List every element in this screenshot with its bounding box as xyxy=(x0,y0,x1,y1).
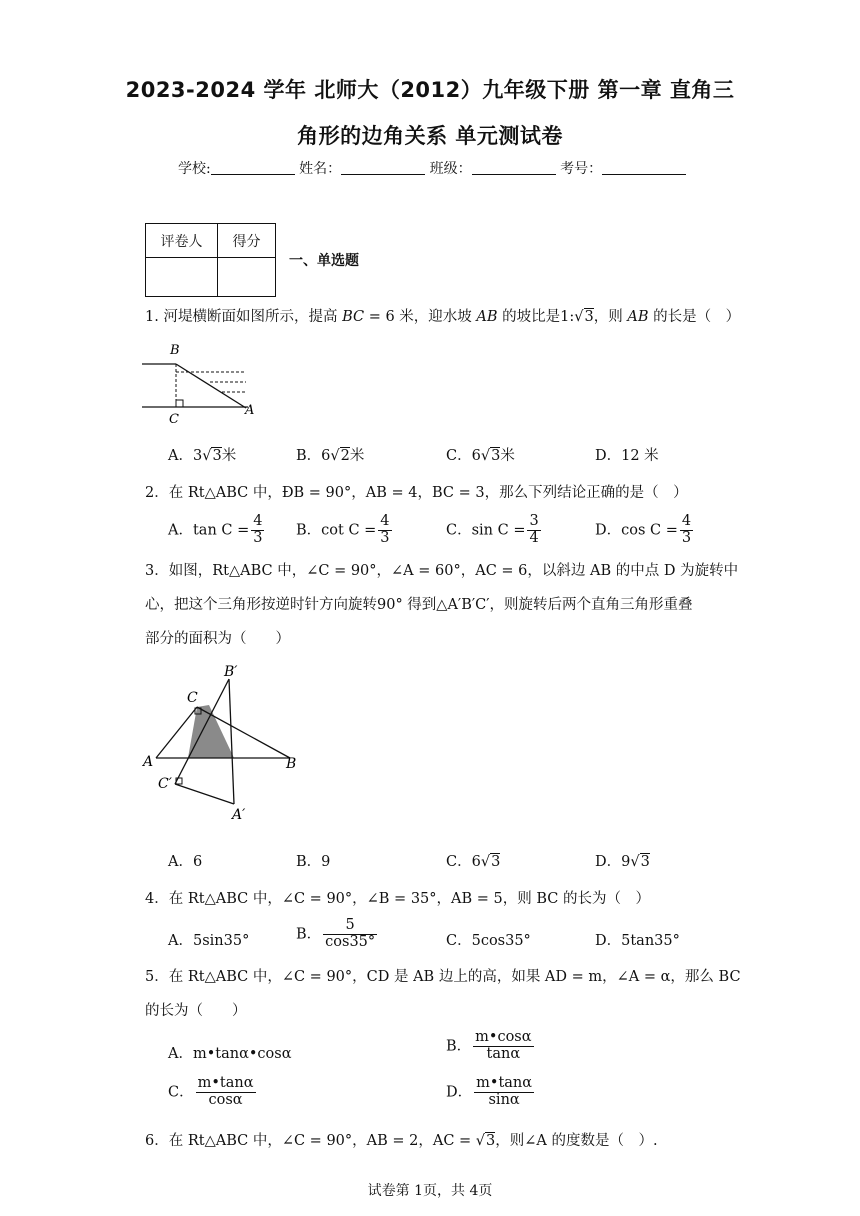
q4-option-c[interactable]: C．5cos35° xyxy=(446,933,531,949)
q1-option-a[interactable]: A．3√3米 xyxy=(168,448,237,464)
frac-den: 3 xyxy=(253,529,263,546)
q3-opt-text: D．9 xyxy=(595,854,631,870)
question-3-line-2: 心，把这个三角形按逆时针方向旋转90° 得到△A′B′C′，则旋转后两个直角三角形重叠 xyxy=(145,597,693,613)
frac-num: m•tanα xyxy=(197,1075,254,1091)
q2-option-b[interactable] xyxy=(296,514,394,547)
q1-text: = 6 米，迎水坡 xyxy=(364,309,477,325)
student-info-row xyxy=(178,158,686,178)
q5-option-a[interactable]: A．m•tanα•cosα xyxy=(168,1046,292,1062)
question-5-line-1: 5．在 Rt△ABC 中，∠C = 90°，CD 是 AB 边上的高，如果 AD = m，∠A = α，那么 BC xyxy=(145,969,741,985)
q3-opt-sqrt: 3 xyxy=(640,854,650,870)
reviewer-header: 评卷人 xyxy=(146,224,218,258)
q3-label-b: B xyxy=(286,756,297,772)
q4-option-a[interactable]: A．5sin35° xyxy=(168,933,250,949)
q1-text: 1. 河堤横断面如图所示，提高 xyxy=(145,309,343,325)
q1-label-b: B xyxy=(170,343,180,358)
question-2: 2．在 Rt△ABC 中，ÐB = 90°，AB = 4，BC = 3，那么下列结论正确的是（ ） xyxy=(145,485,688,501)
q1-var: BC xyxy=(342,309,365,325)
q5-opt-frac xyxy=(473,1030,533,1063)
exam-title-line-1: 2023-2024 学年 北师大（2012）九年级下册 第一章 直角三 xyxy=(125,78,735,102)
frac-den: 3 xyxy=(681,529,692,546)
q1-sqrt: 3 xyxy=(584,309,594,325)
frac-den: tanα xyxy=(486,1045,521,1062)
q1-opt-sqrt: 3 xyxy=(491,448,501,464)
q6-sqrt: 3 xyxy=(486,1133,496,1149)
exam-number-label: 考号： xyxy=(560,161,603,177)
q3-label-a: A xyxy=(143,754,154,770)
q3-option-b[interactable]: B．9 xyxy=(296,854,331,870)
q2-opt-frac xyxy=(527,514,540,547)
class-label: 班级： xyxy=(429,161,472,177)
q1-option-b[interactable]: B．6√2米 xyxy=(296,448,365,464)
question-5-line-2: 的长为（ ） xyxy=(145,1003,247,1019)
q1-label-c: C xyxy=(169,412,179,427)
name-blank xyxy=(341,160,425,175)
school-blank xyxy=(211,160,295,175)
q1-opt-unit: 米 xyxy=(500,448,515,464)
frac-den: cosα xyxy=(208,1091,243,1108)
q2-opt-text: A．tan C = xyxy=(168,522,250,539)
q3-option-d[interactable]: D．9√3 xyxy=(595,854,650,870)
question-1: 1. 河堤横断面如图所示，提高 BC = 6 米，迎水坡 AB 的坡比是1:√3，则 AB 的长是（ ） xyxy=(145,309,741,325)
score-table xyxy=(145,223,276,297)
q2-opt-frac xyxy=(251,514,264,547)
frac-num: 4 xyxy=(380,513,390,529)
q3-rotation-figure xyxy=(140,662,310,827)
q3-opt-text: C．6 xyxy=(446,854,481,870)
q4-opt-text: B． xyxy=(296,926,322,943)
page-footer: 试卷第 1页，共 4页 xyxy=(367,1183,493,1199)
q3-option-a[interactable]: A．6 xyxy=(168,854,203,870)
reviewer-cell xyxy=(146,258,218,297)
frac-num: 3 xyxy=(529,513,539,529)
q1-var: AB xyxy=(476,309,498,325)
frac-den: 4 xyxy=(529,529,539,546)
school-label: 学校: xyxy=(178,161,211,177)
q6-text: ，则∠A 的度数是（ ）. xyxy=(495,1133,658,1149)
q5-option-b[interactable] xyxy=(446,1030,536,1063)
frac-den: sinα xyxy=(488,1091,520,1108)
question-6: 6．在 Rt△ABC 中，∠C = 90°，AB = 2，AC = √3，则∠A 的度数是（ ）. xyxy=(145,1133,658,1149)
frac-den: cos35° xyxy=(325,933,376,950)
question-3-line-3: 部分的面积为（ ） xyxy=(145,631,290,647)
q3-label-c: C xyxy=(187,690,198,706)
q2-option-c[interactable] xyxy=(446,514,543,547)
q4-option-d[interactable]: D．5tan35° xyxy=(595,933,680,949)
q1-text: ，则 xyxy=(593,309,628,325)
q3-opt-sqrt: 3 xyxy=(491,854,501,870)
class-blank xyxy=(472,160,556,175)
q1-option-c[interactable]: C．6√3米 xyxy=(446,448,515,464)
frac-num: m•tanα xyxy=(476,1075,533,1091)
q1-label-a: A xyxy=(245,403,255,418)
q1-embankment-figure xyxy=(140,338,255,428)
q1-var: AB xyxy=(627,309,649,325)
q2-opt-text: D．cos C = xyxy=(595,522,678,539)
frac-num: 4 xyxy=(253,513,263,529)
q5-opt-frac xyxy=(474,1076,534,1109)
q5-opt-frac xyxy=(196,1076,256,1109)
q2-opt-frac xyxy=(680,514,693,547)
q1-option-d[interactable]: D．12 米 xyxy=(595,448,659,464)
q3-label-b-prime: B′ xyxy=(224,664,238,680)
q1-opt-unit: 米 xyxy=(221,448,237,464)
q2-opt-text: C．sin C = xyxy=(446,522,526,539)
frac-num: 4 xyxy=(681,513,692,529)
q1-opt-sqrt: 2 xyxy=(340,448,350,464)
name-label: 姓名： xyxy=(299,161,342,177)
q1-opt-text: A．3 xyxy=(168,448,203,464)
exam-number-blank xyxy=(602,160,686,175)
score-header: 得分 xyxy=(218,224,276,258)
q3-label-a-prime: A′ xyxy=(232,807,246,823)
q2-option-a[interactable] xyxy=(168,514,266,547)
q5-option-d[interactable] xyxy=(446,1076,536,1109)
question-4: 4．在 Rt△ABC 中，∠C = 90°，∠B = 35°，AB = 5，则 BC 的长为（ ） xyxy=(145,891,650,907)
q1-text: 的坡比是1: xyxy=(497,309,575,325)
exam-title-line-2: 角形的边角关系 单元测试卷 xyxy=(297,124,563,148)
score-cell xyxy=(218,258,276,297)
q5-option-c[interactable] xyxy=(168,1076,258,1109)
q2-option-d[interactable] xyxy=(595,514,695,547)
q2-opt-frac xyxy=(378,514,391,547)
q2-opt-text: B．cot C = xyxy=(296,522,377,539)
q5-opt-text: B． xyxy=(446,1038,472,1055)
q4-opt-frac xyxy=(323,918,377,951)
section-heading: 一、单选题 xyxy=(289,253,359,269)
q1-opt-text: C．6 xyxy=(446,448,481,464)
question-3-line-1: 3．如图，Rt△ABC 中，∠C = 90°，∠A = 60°，AC = 6，以斜边 AB 的中点 D 为旋转中 xyxy=(145,563,739,579)
q3-label-c-prime: C′ xyxy=(158,776,172,792)
frac-num: m•cosα xyxy=(475,1029,532,1045)
frac-num: 5 xyxy=(323,918,377,935)
q1-text: 的长是（ ） xyxy=(648,309,741,325)
q1-opt-sqrt: 3 xyxy=(212,448,222,464)
q4-option-b[interactable] xyxy=(296,918,379,951)
q5-opt-text: D． xyxy=(446,1084,473,1101)
frac-den: 3 xyxy=(380,529,390,546)
q1-opt-text: B．6 xyxy=(296,448,331,464)
q3-option-c[interactable]: C．6√3 xyxy=(446,854,501,870)
q6-text: 6．在 Rt△ABC 中，∠C = 90°，AB = 2，AC = xyxy=(145,1133,476,1149)
q5-opt-text: C． xyxy=(168,1084,194,1101)
q1-opt-unit: 米 xyxy=(349,448,365,464)
